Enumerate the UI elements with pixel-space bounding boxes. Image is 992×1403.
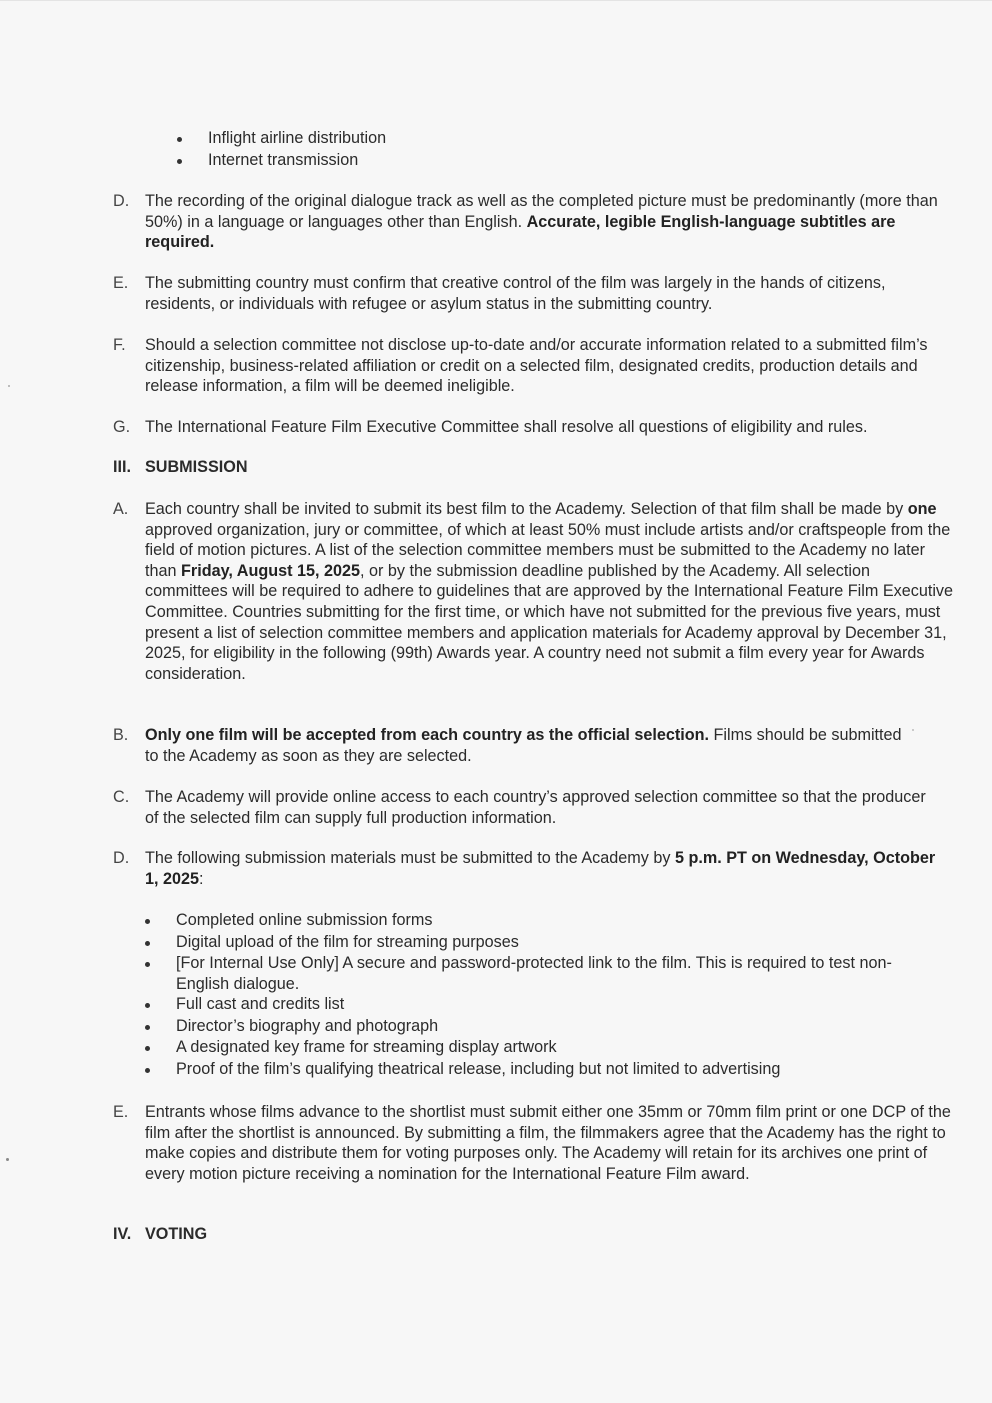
bullet-dot-icon <box>145 1068 150 1073</box>
item-body <box>145 417 953 438</box>
submission-item-e <box>113 1102 953 1184</box>
item-marker: E. <box>113 274 129 292</box>
section-heading-voting <box>113 1224 207 1245</box>
bullet-dot-icon <box>145 962 150 967</box>
item-marker: E. <box>113 1103 129 1121</box>
scan-speck <box>8 385 10 387</box>
bullet-item <box>145 1037 945 1059</box>
page-top-edge <box>0 0 992 1</box>
item-marker: D. <box>113 849 130 867</box>
item-body <box>145 848 953 889</box>
scan-speck <box>6 1158 9 1161</box>
bullet-item <box>145 932 945 954</box>
item-text: , or by the submission deadline published by the Academy. All selection committees will be required to adhere to guidelines that are approved by the International Feature Film Executive Committee. Countries submitting for the first time, or which have not submitted for the previous five years, must present a list of selection committee members and application materials for Academy approval by December 31, 2025, for eligibility in the following (99th) Awards year. A country need not submit a film every year for Awards consideration. <box>145 561 954 683</box>
item-marker: C. <box>113 788 130 806</box>
bullet-item <box>145 1016 945 1038</box>
bullet-text: Inflight airline distribution <box>208 129 387 147</box>
section-number: III. <box>113 458 131 476</box>
item-text: Should a selection committee not disclose up-to-date and/or accurate information related to a submitted film’s citizenship, business-related affiliation or credit on a selected film, designated credits, production details and release information, a film will be deemed ineligible. <box>145 336 928 396</box>
rule-item-e <box>113 273 953 314</box>
bullet-dot-icon <box>177 137 182 142</box>
item-marker: G. <box>113 418 131 436</box>
bullet-dot-icon <box>145 1046 150 1051</box>
item-marker: F. <box>113 336 126 354</box>
item-text: The following submission materials must be submitted to the Academy by <box>145 849 675 867</box>
bullet-text: Completed online submission forms <box>176 911 433 929</box>
item-body <box>145 725 915 766</box>
item-text: The recording of the original dialogue track as well as the completed picture must be predominantly (more than 50%) in a language or languages other than English. <box>145 192 938 231</box>
bullet-item <box>145 1059 945 1081</box>
scan-speck <box>912 729 914 731</box>
item-body <box>145 191 953 253</box>
section-number: IV. <box>113 1225 132 1243</box>
bullet-text: Internet transmission <box>208 151 359 169</box>
bullet-item <box>145 994 945 1016</box>
item-text: The Academy will provide online access to each country’s approved selection committee so that the producer of the selected film can supply full production information. <box>145 788 926 827</box>
item-text: : <box>199 869 204 888</box>
item-text: The submitting country must confirm that creative control of the film was largely in the hands of citizens, residents, or individuals with refugee or asylum status in the submitting country. <box>145 274 886 313</box>
bullet-item <box>145 953 945 994</box>
bullet-item <box>145 910 945 932</box>
bullet-dot-icon <box>145 919 150 924</box>
item-text-bold: one <box>907 500 937 518</box>
submission-materials-list <box>145 910 945 1080</box>
rule-item-d <box>113 191 953 253</box>
item-text-bold: Only one film will be accepted from each country as the official selection. <box>145 726 710 744</box>
bullet-text: A designated key frame for streaming display artwork <box>176 1038 557 1057</box>
item-text: The International Feature Film Executive Committee shall resolve all questions of eligibility and rules. <box>145 418 868 436</box>
submission-item-c <box>113 787 953 828</box>
section-heading-submission <box>113 457 248 478</box>
bullet-text: Proof of the film’s qualifying theatrical release, including but not limited to advertising <box>176 1059 781 1078</box>
bullet-dot-icon <box>145 1025 150 1030</box>
bullet-dot-icon <box>145 1003 150 1008</box>
item-body <box>145 1102 953 1184</box>
bullet-dot-icon <box>177 159 182 164</box>
bullet-text: [For Internal Use Only] A secure and password-protected link to the film. This is required to test non-English dialogue. <box>176 954 892 993</box>
item-text: approved organization, jury or committee, of which at least 50% must include artists and/or craftspeople from the field of motion pictures. A list of the selection committee members must be submitted to the Academy no later than <box>145 520 951 580</box>
item-body <box>145 787 935 828</box>
rule-item-g <box>113 417 953 438</box>
item-text-bold: Friday, August 15, 2025 <box>181 561 361 580</box>
item-marker: B. <box>113 726 129 744</box>
item-marker: A. <box>113 500 129 518</box>
rule-item-f <box>113 335 953 397</box>
item-text-bold: 5 p.m. PT on Wednesday, October 1, 2025 <box>145 849 936 888</box>
bullet-text: Digital upload of the film for streaming purposes <box>176 932 519 951</box>
section-title: SUBMISSION <box>145 458 248 476</box>
item-text-bold: Accurate, legible English-language subtitles are required. <box>145 212 896 252</box>
item-text: Films should be submitted to the Academy as soon as they are selected. <box>145 726 902 765</box>
submission-item-d <box>113 848 953 889</box>
bullet-dot-icon <box>145 941 150 946</box>
item-text: Each country shall be invited to submit its best film to the Academy. Selection of that film shall be made by <box>145 500 908 518</box>
item-marker: D. <box>113 192 130 210</box>
item-text: Entrants whose films advance to the shortlist must submit either one 35mm or 70mm film print or one DCP of the film after the shortlist is announced. By submitting a film, the filmmakers agree that the Academy has the right to make copies and distribute them for voting purposes only. The Academy will retain for its archives one print of every motion picture receiving a nomination for the International Feature Film award. <box>145 1103 951 1183</box>
bullet-text: Full cast and credits list <box>176 995 345 1014</box>
section-title: VOTING <box>145 1225 208 1243</box>
submission-item-a <box>113 499 953 684</box>
bullet-text: Director’s biography and photograph <box>176 1016 439 1035</box>
item-body <box>145 335 953 397</box>
submission-item-b <box>113 725 953 766</box>
item-body <box>145 499 953 684</box>
item-body <box>145 273 953 314</box>
